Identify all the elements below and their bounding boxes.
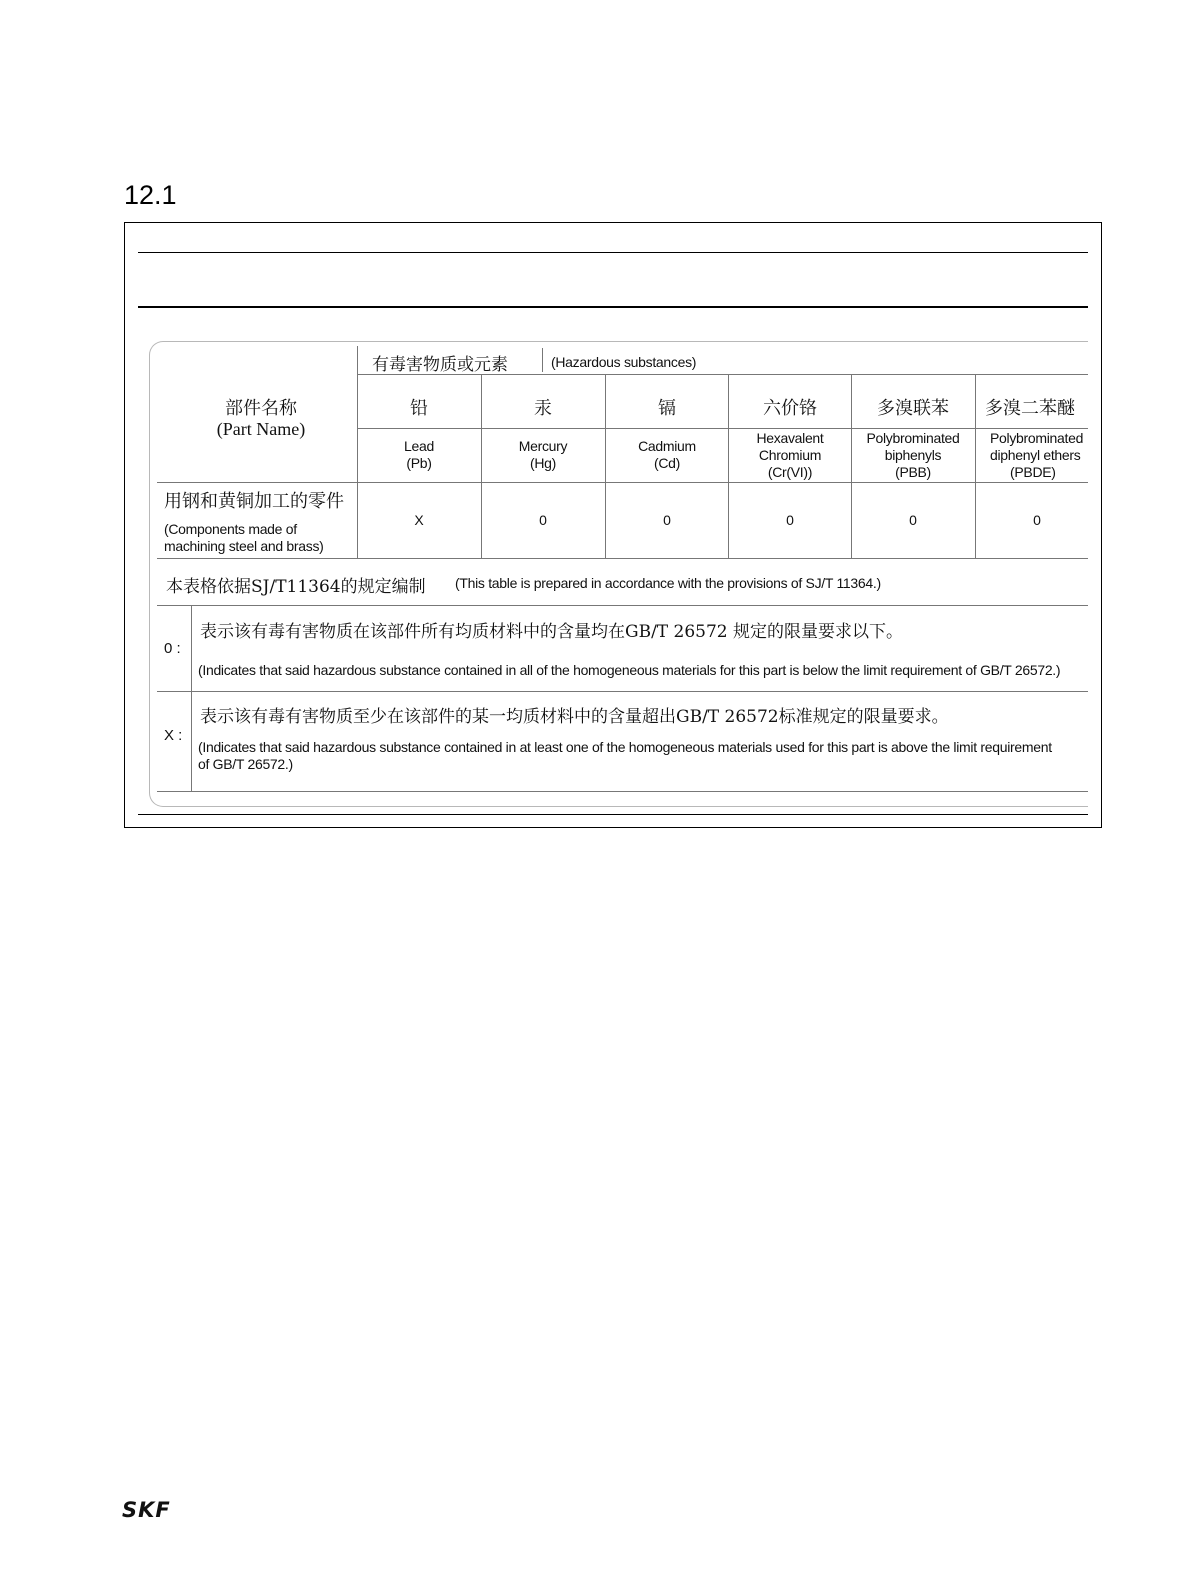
grid-line [157,558,1088,559]
legend-text-zh: 表示该有毒有害物质至少在该部件的某一均质材料中的含量超出GB/T 26572标准规定的限量要求。 [200,707,949,727]
grid-line [157,691,1088,692]
rohs-table [149,341,1088,807]
column-header-en: Polybrominated biphenyls (PBB) [866,430,960,480]
grid-line [357,428,1088,429]
table-cell: 0 [663,512,671,528]
divider-top [138,252,1088,253]
table-cell: 0 [909,512,917,528]
table-cell: 0 [1033,512,1041,528]
grid-line [975,374,976,558]
grid-line [157,791,1088,792]
legend-symbol: X : [164,727,183,744]
skf-logo: SKF [122,1498,171,1522]
grid-line [542,348,543,372]
legend-text-zh: 表示该有毒有害物质在该部件所有均质材料中的含量均在GB/T 26572 规定的限量要求以下。 [200,622,904,642]
grid-line [191,605,192,791]
legend-symbol: 0 : [164,640,181,657]
grid-line [157,482,1088,483]
table-cell: 0 [786,512,794,528]
section-number: 12.1 [124,180,177,210]
column-header-zh: 六价铬 [763,398,817,419]
column-header-en: Polybrominated diphenyl ethers (PBDE) [990,430,1084,480]
hazardous-header-zh: 有毒害物质或元素 [372,355,508,375]
column-header-zh: 多溴二苯醚 [985,398,1075,419]
divider-bottom [138,814,1088,815]
part-name-header-en: (Part Name) [216,419,306,439]
table-note-zh: 本表格依据SJ/T11364的规定编制 [166,577,426,597]
table-cell: 0 [539,512,547,528]
column-header-zh: 多溴联苯 [877,398,949,419]
column-header-en: Mercury (Hg) [518,438,568,471]
legend-text-en: (Indicates that said hazardous substance contained in at least one of the homogeneous materials used for this part is above the limit requirement of GB/T 26572.) [198,739,1052,772]
divider-thick [138,306,1088,308]
column-header-zh: 汞 [534,398,552,419]
column-header-zh: 铅 [410,398,428,419]
legend-text-en: (Indicates that said hazardous substance contained in all of the homogeneous materials for this part is below the limit requirement of GB/T 26572.) [198,662,1061,678]
column-header-en: Cadmium (Cd) [638,438,696,471]
grid-line [157,605,1088,606]
table-cell: X [414,512,424,528]
hazardous-header-en: (Hazardous substances) [551,354,697,370]
part-name-header-zh: 部件名称 [225,398,297,419]
row-part-name-en: (Components made of machining steel and brass) [164,521,324,554]
column-header-en: Lead (Pb) [404,438,434,471]
column-header-en: Hexavalent Chromium (Cr(VI)) [756,430,824,480]
rohs-table-clip [149,341,1088,807]
table-note-en: (This table is prepared in accordance with the provisions of SJ/T 11364.) [455,575,881,591]
row-part-name-zh: 用钢和黄铜加工的零件 [164,491,344,512]
column-header-zh: 镉 [658,398,676,419]
